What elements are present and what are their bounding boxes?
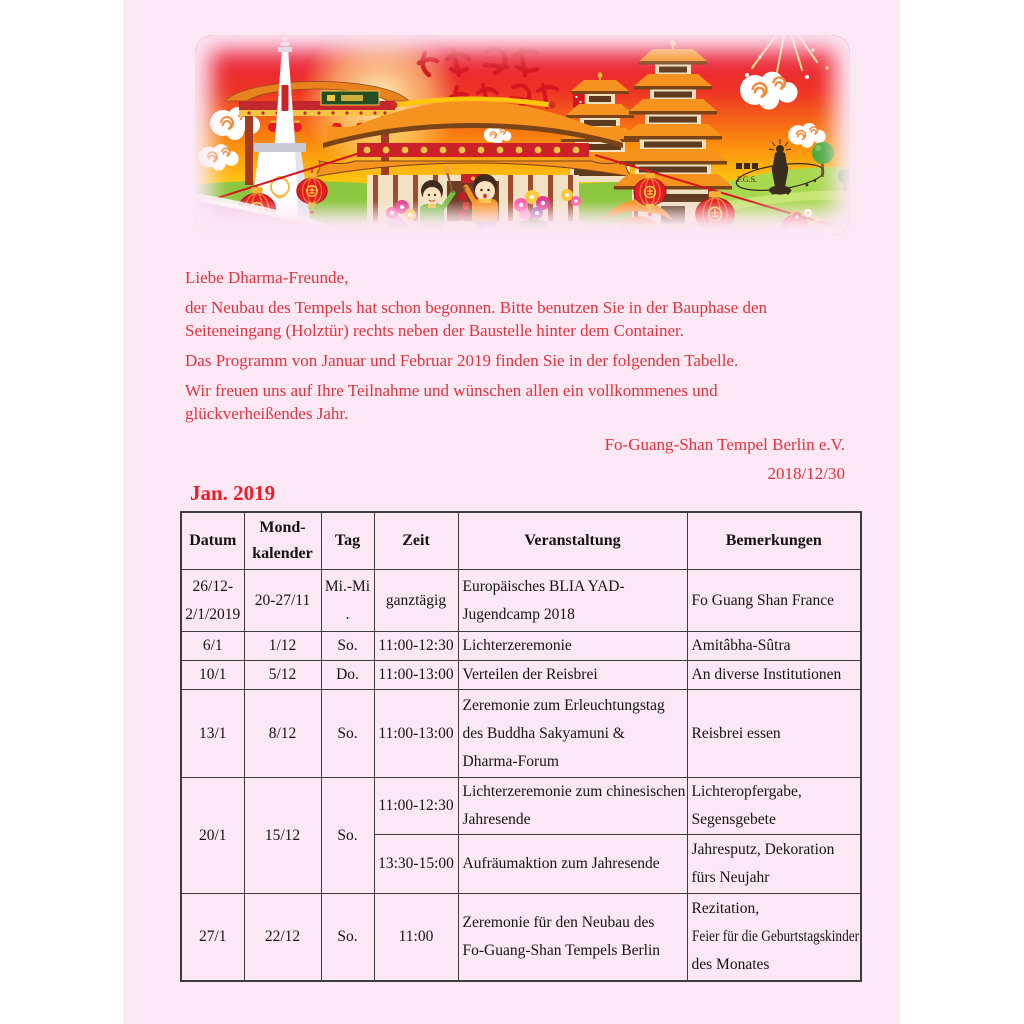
cell-datum [181, 894, 244, 981]
column-header-datum [181, 512, 244, 570]
cell-line: So. [337, 826, 358, 844]
cell-line: 2/1/2019 [185, 605, 241, 623]
intro-line: Das Programm von Januar und Februar 2019 finden Sie in der folgenden Tabelle. [185, 351, 739, 370]
cell-line: Fo-Guang-Shan Tempels Berlin [462, 941, 661, 959]
cell-line: Reisbrei essen [691, 724, 781, 742]
cell-line: Verteilen der Reisbrei [462, 666, 598, 683]
cell-line: 10/1 [198, 666, 227, 683]
cell-mondkalender [244, 632, 321, 661]
cell-line: 15/12 [264, 826, 301, 844]
cell-veranstaltung [458, 778, 687, 835]
cell-bemerkungen [687, 632, 861, 661]
table-row [181, 778, 861, 835]
cell-line: Dharma-Forum [462, 752, 559, 770]
cell-tag [321, 690, 374, 778]
cell-line: fürs Neujahr [691, 869, 770, 886]
logo-cjk-text [736, 163, 758, 169]
intro-line: Seiteneingang (Holztür) rechts neben der Baustelle hinter dem Container. [185, 321, 684, 340]
cell-line: Datum [189, 532, 237, 549]
intro-paragraph [185, 296, 845, 342]
cell-zeit [374, 632, 458, 661]
cell-mondkalender [244, 778, 321, 894]
cell-line: 11:00-12:30 [378, 797, 454, 814]
cell-line: 11:00-13:00 [378, 666, 454, 683]
intro-paragraph [185, 349, 845, 372]
cell-mondkalender [244, 570, 321, 632]
cell-datum [181, 690, 244, 778]
cell-veranstaltung [458, 894, 687, 981]
header-row [181, 512, 861, 570]
table-row [181, 632, 861, 661]
cell-line: 27/1 [198, 927, 227, 945]
calendar-table [180, 511, 862, 982]
cell-line: 11:00-12:30 [378, 637, 454, 654]
cell-mondkalender [244, 894, 321, 981]
intro-line: glückverheißendes Jahr. [185, 404, 349, 423]
cell-line: 13/1 [198, 724, 227, 742]
cell-line: An diverse Institutionen [691, 666, 842, 683]
table-row [181, 894, 861, 981]
cell-veranstaltung [458, 835, 687, 894]
cell-veranstaltung [458, 690, 687, 778]
intro-text [185, 266, 845, 491]
cell-line: 5/12 [268, 666, 297, 683]
cell-tag [321, 661, 374, 690]
cell-line: 11:00 [398, 927, 434, 945]
cell-datum [181, 632, 244, 661]
cell-bemerkungen [687, 690, 861, 778]
cell-veranstaltung [458, 661, 687, 690]
cell-line: Segensgebete [691, 811, 776, 828]
logo-caption-text: F.G.S. [737, 175, 758, 184]
cell-line: Lichterzeremonie [462, 637, 572, 654]
cell-line: Fo Guang Shan France [691, 591, 834, 609]
intro-line: der Neubau des Tempels hat schon begonnen. Bitte benutzen Sie in der Bauphase den [185, 298, 768, 317]
cell-line: Aufräumaktion zum Jahresende [462, 855, 660, 872]
cell-line: Lichteropfergabe, [691, 783, 802, 800]
column-header-veranstaltung [458, 512, 687, 570]
intro-paragraph [185, 266, 845, 289]
cell-line: des Buddha Sakyamuni & [462, 724, 625, 742]
cell-datum [181, 570, 244, 632]
cell-line: Zeit [402, 532, 430, 549]
cell-line: Zeremonie zum Erleuchtungstag [462, 696, 665, 714]
cell-zeit [374, 690, 458, 778]
cell-tag [321, 778, 374, 894]
cell-line: 22/12 [264, 927, 301, 945]
table-row [181, 690, 861, 778]
cell-bemerkungen [687, 894, 861, 981]
cell-line: Mi.-Mi [324, 577, 371, 595]
cell-line: Mond- [259, 519, 306, 536]
cell-datum [181, 778, 244, 894]
table-row [181, 570, 861, 632]
column-header-mondkalender [244, 512, 321, 570]
cell-line: Amitâbha-Sûtra [691, 637, 791, 654]
cell-line: Bemerkungen [725, 532, 822, 549]
cell-line: 11:00-13:00 [378, 724, 454, 742]
table-row [181, 661, 861, 690]
column-header-tag [321, 512, 374, 570]
date-line: 2018/12/30 [767, 464, 845, 483]
cell-line: So. [337, 724, 358, 742]
calendar-table-body [181, 570, 861, 981]
cell-line: kalender [252, 545, 313, 562]
cell-bemerkungen [687, 570, 861, 632]
calendar-table-wrap [180, 511, 862, 982]
cell-zeit [374, 661, 458, 690]
cell-veranstaltung [458, 570, 687, 632]
column-header-bemerkungen [687, 512, 861, 570]
cell-line: 20-27/11 [254, 591, 311, 609]
banner-illustration [195, 35, 850, 235]
cell-line: 26/12- [192, 577, 233, 595]
cell-line: Europäisches BLIA YAD- [462, 577, 625, 595]
cell-line: Do. [336, 666, 359, 683]
cell-tag [321, 570, 374, 632]
cell-line: Zeremonie für den Neubau des [462, 913, 655, 931]
intro-line: Wir freuen uns auf Ihre Teilnahme und wünschen allen ein vollkommenes und [185, 381, 718, 400]
cell-line: So. [337, 637, 358, 654]
cell-line: 1/12 [268, 637, 297, 654]
cell-bemerkungen [687, 661, 861, 690]
intro-paragraphs [185, 266, 845, 425]
cell-veranstaltung [458, 632, 687, 661]
cell-bemerkungen [687, 778, 861, 835]
banner-svg [195, 35, 850, 235]
cell-bemerkungen [687, 835, 861, 894]
signature-line: Fo-Guang-Shan Tempel Berlin e.V. [604, 435, 845, 454]
cell-line: 13:30-15:00 [378, 855, 454, 872]
cell-line: . [345, 605, 350, 623]
cell-line: Tag [334, 532, 361, 549]
cell-zeit [374, 835, 458, 894]
cell-zeit [374, 894, 458, 981]
intro-line: Liebe Dharma-Freunde, [185, 268, 349, 287]
cell-line: Lichterzeremonie zum chinesischen [462, 783, 686, 800]
cell-line: Feier für die Geburtstagskinder [691, 927, 859, 945]
cell-line: Jahresende [462, 811, 531, 828]
cell-mondkalender [244, 690, 321, 778]
cell-line: ganztägig [385, 591, 447, 609]
cell-tag [321, 632, 374, 661]
cell-line: des Monates [691, 955, 770, 973]
cell-line: Jahresputz, Dekoration [691, 841, 835, 858]
cell-datum [181, 661, 244, 690]
cell-zeit [374, 570, 458, 632]
column-header-zeit [374, 512, 458, 570]
cell-line: 20/1 [198, 826, 227, 844]
banner-bottom-fade [195, 201, 850, 235]
cell-line: Rezitation, [691, 899, 760, 917]
cell-line: Veranstaltung [524, 532, 621, 549]
signature-block [185, 433, 845, 486]
cell-line: 8/12 [268, 724, 297, 742]
cell-tag [321, 894, 374, 981]
cell-mondkalender [244, 661, 321, 690]
page-background [123, 0, 900, 1024]
calendar-title: Jan. 2019 [190, 481, 276, 505]
cell-line: So. [337, 927, 358, 945]
intro-paragraph [185, 379, 845, 425]
cell-zeit [374, 778, 458, 835]
cell-line: Jugendcamp 2018 [462, 605, 575, 623]
calendar-table-head [181, 512, 861, 570]
cell-line: 6/1 [202, 637, 223, 654]
